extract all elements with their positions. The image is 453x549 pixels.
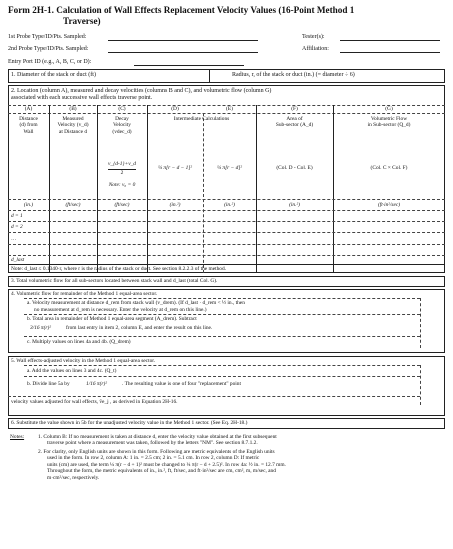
col-letter-f: (F) xyxy=(291,106,298,112)
row-label-dlast: d_last xyxy=(11,257,25,263)
col-divider-ef xyxy=(256,105,257,273)
col-c-header: Decay Velocity (vdec_d) xyxy=(112,116,132,135)
probe1-label: 1st Probe Type/ID/Pts. Sampled: xyxy=(8,34,87,40)
probe2-label: 2nd Probe Type/ID/Pts. Sampled: xyxy=(8,46,89,52)
col-a-header: Distance (d) from Wall xyxy=(19,116,38,135)
affiliation-label: Affiliation: xyxy=(302,46,329,52)
row5b-label: b. Divide line 5a by xyxy=(27,381,70,387)
row5a-top xyxy=(24,365,420,366)
row-line-dlast xyxy=(8,255,445,256)
row2-text-line1: 2. Location (column A), measured and decay velocities (columns B and C), and volumetric flow (column G) xyxy=(11,88,272,94)
probe1-field[interactable] xyxy=(108,40,258,41)
col-g-formula: (Col. C × Col. F) xyxy=(370,165,408,171)
entry-port-field[interactable] xyxy=(134,65,244,66)
row5c-text: velocity values adjusted for wall effects, v̄e_j , as derived in Equation 2H-16. xyxy=(11,399,178,405)
notes-label: Notes: xyxy=(10,434,25,440)
col-letter-a: (A) xyxy=(24,106,33,112)
row4b-line2: from last entry in item 2, column E, and enter the result on this line. xyxy=(66,325,213,331)
note-dlast: Note: d_last ≤ 0.1340·r, where r is the radius of the stack or duct. See section 8.2.2.3 of the method. xyxy=(11,266,227,272)
row5a-text: a. Add the values on lines 3 and 4c. (Q_t) xyxy=(27,368,117,374)
testers-label: Tester(s): xyxy=(302,34,325,40)
col-letter-g: (G) xyxy=(385,106,393,112)
row4b-line1: b. Total area in remainder of Method 1 equal-area segment (A_drem). Subtract xyxy=(27,316,197,322)
col-letter-b: (B) xyxy=(69,106,77,112)
testers-field[interactable] xyxy=(340,40,440,41)
row5b-text: . The resulting value is one of four "replacement" point xyxy=(122,381,241,387)
row3-text: 3. Total volumetric flow for all sub-sectors located between stack wall and d_last (total Col. G). xyxy=(11,278,218,284)
unit-d: (in.²) xyxy=(169,202,181,208)
col-c-formula-denominator: 2 xyxy=(120,170,124,176)
row-line-d1 xyxy=(8,210,445,211)
unit-c: (ft/sec) xyxy=(114,202,130,208)
col-e-formula: ¼ π[r − d]² xyxy=(216,165,243,171)
note-2: 2. For clarity, only English units are shown in this form. Following are metric equivalents of the English units used in the form. In row 2, column A: 1 in. = 2.5 cm; 2 in. = 5.1 cm. In row 2, column D: If metric units (cm) are used, the term ¼ π(r − d + 1)² must be changed to ¼ π(r − d + 2.5)². In row 4a: ½ in. = 12.7 mm. Throughout the form, the metric equivalents of in., in.², ft, ft/sec, and ft·in²/sec are cm, cm², m, m/sec, and m·cm²/sec, respectively. xyxy=(38,449,286,481)
col-g-header: Volumetric Flow in Sub-sector (Q_d) xyxy=(367,116,411,129)
row4-right-dash xyxy=(420,298,421,348)
unit-b: (ft/sec) xyxy=(65,202,81,208)
table-header-line xyxy=(8,113,445,114)
row-label-d1: d = 1 xyxy=(11,213,23,219)
row1-radius-label: Radius, r, of the stack or duct (in.) (= diameter ÷ 6) xyxy=(232,72,355,78)
entry-port-label: Entry Port ID (e.g., A, B, C, or D): xyxy=(8,59,92,65)
row4b-fraction: 3/16 π(r)² xyxy=(30,325,51,331)
row4c-text: c. Multiply values on lines 4a and 4b. (Q_drem) xyxy=(27,339,131,345)
row2-text-line2: associated with each successive wall effects traverse point. xyxy=(11,95,153,101)
col-c-note: Note: v₀ = 0 xyxy=(108,182,136,188)
row-line-bottom xyxy=(8,264,445,265)
col-divider-fg xyxy=(333,105,334,273)
row-line-d4 xyxy=(8,244,445,245)
col-divider-de xyxy=(203,113,204,273)
col-f-header: Area of Sub-sector (A_d) xyxy=(275,116,314,129)
row4b-top xyxy=(24,314,420,315)
row4a-line2: no measurement at d_rem is necessary. Enter the velocity at d_rem on this line.) xyxy=(34,307,207,313)
row1-diameter-label: 1. Diameter of the stack or duct (ft) xyxy=(11,72,96,78)
row4-heading: 4. Volumetric flow for remainder of the Method 1 equal-area sector. xyxy=(11,291,158,297)
row-label-ellipsis: … xyxy=(11,236,17,242)
row4c-top xyxy=(24,336,420,337)
form-title-line-1: Form 2H-1. Calculation of Wall Effects Replacement Velocity Values (16-Point Method 1 xyxy=(8,5,355,15)
row1-divider xyxy=(209,69,210,83)
col-de-header: Intermediate Calculations xyxy=(173,116,230,122)
row5c-top xyxy=(8,396,420,397)
col-letter-d: (D) xyxy=(171,106,179,112)
row5-heading: 5. Wall effects-adjusted velocity in the Method 1 equal-area sector. xyxy=(11,358,156,364)
col-letter-c: (C) xyxy=(118,106,126,112)
note-1: 1. Column B: If no measurement is taken at distance d, enter the velocity value obtained at the first subsequent traverse point where a measurement was taken, followed by the letters "NM". See section 8.7.1.2. xyxy=(38,434,277,447)
form-title xyxy=(8,5,448,26)
unit-f: (in.²) xyxy=(289,202,300,208)
unit-a: (in.) xyxy=(23,202,34,208)
row4a-top xyxy=(24,298,420,299)
col-b-header: Measured Velocity (v_d) at Distance d xyxy=(57,116,89,135)
row5-right-dash xyxy=(420,365,421,405)
unit-e: (in.²) xyxy=(224,202,235,208)
row-label-d2: d = 2 xyxy=(11,224,23,230)
row6-text: 6. Substitute the value shown in 5b for the unadjusted velocity value in the Method 1 sector. (See Eq. 2H-18.) xyxy=(11,420,248,426)
col-letter-e: (E) xyxy=(226,106,233,112)
col-d-formula: ¼ π[r − d − 1]² xyxy=(157,165,193,171)
col-f-formula: (Col. D - Col. E) xyxy=(276,165,313,171)
affiliation-field[interactable] xyxy=(340,52,440,53)
row5b-top xyxy=(24,376,420,377)
unit-g: (ft·in²/sec) xyxy=(377,202,401,208)
units-top-line xyxy=(8,199,445,200)
col-c-formula-numerator: v_{d-1}+v_d xyxy=(107,161,136,167)
row-line-d3 xyxy=(8,232,445,233)
row4a-line1: a. Velocity measurement at distance d_rem from stack wall (v_drem). (If d_last · d_rem < ½ in., then xyxy=(27,300,245,306)
form-title-line-2: Traverse) xyxy=(63,15,101,26)
col-divider-cd xyxy=(147,105,148,273)
row5b-fraction: 1/16 π(r)² xyxy=(86,381,107,387)
row-line-d2 xyxy=(8,221,445,222)
probe2-field[interactable] xyxy=(108,52,258,53)
